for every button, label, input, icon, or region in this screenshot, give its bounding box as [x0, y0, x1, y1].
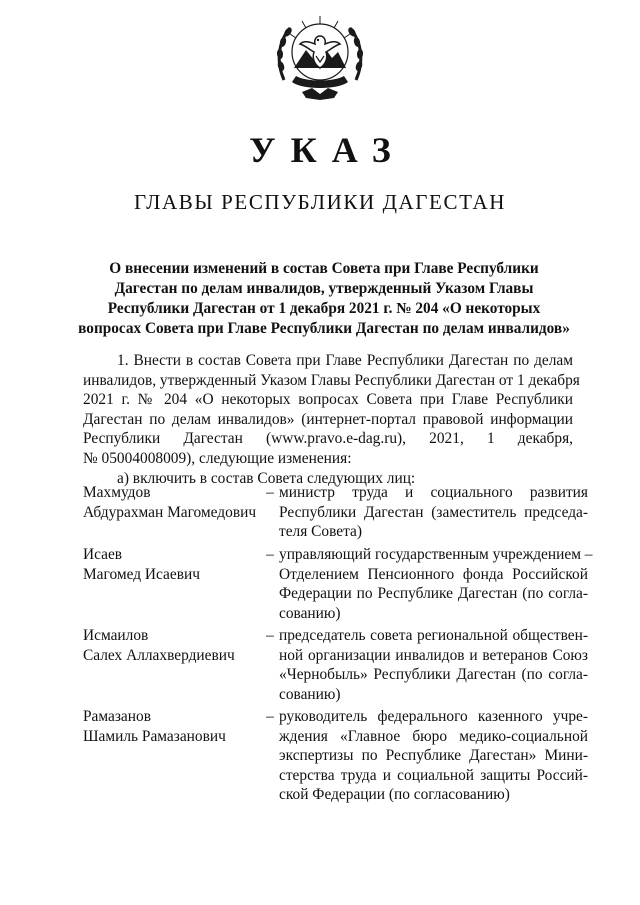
member-given-names: Магомед Исаевич [83, 565, 200, 583]
member-given-names: Абдурахман Магомедович [83, 503, 257, 521]
member-dash: – [266, 546, 274, 563]
member-surname: Рамазанов [83, 708, 151, 725]
position-line: ной организации инвалидов и ветеранов Союз [279, 646, 588, 664]
member-position [279, 545, 593, 623]
document-subtitle: ГЛАВЫ РЕСПУБЛИКИ ДАГЕСТАН [133, 190, 507, 214]
paragraph-line: 1. Внести в состав Совета при Главе Республики Дагестан по делам [117, 352, 573, 369]
heading-line: Дагестан по делам инвалидов, утвержденный Указом Главы [114, 280, 534, 297]
member-position [279, 483, 588, 542]
position-line: Федерации по Республике Дагестан (по согла- [279, 585, 588, 603]
member-position [279, 707, 588, 805]
paragraph-line: Дагестан по делам инвалидов» (интернет-портал правовой информации [83, 410, 573, 428]
position-line: теля Совета) [279, 523, 363, 541]
member-surname: Исаев [83, 546, 123, 563]
member-given-names: Салех Аллахвердиевич [83, 646, 235, 664]
member-dash: – [266, 627, 274, 644]
member-position [279, 626, 588, 704]
subitem-a: а) включить в состав Совета следующих лиц: [117, 469, 416, 487]
member-dash: – [266, 484, 274, 501]
paragraph-line: 2021 г. № 204 «О некоторых вопросах Совета при Главе Республики [83, 391, 573, 409]
heading-line: вопросах Совета при Главе Республики Дагестан по делам инвалидов» [78, 320, 570, 337]
paragraph-line: инвалидов, утвержденный Указом Главы Республики Дагестан от 1 декабря [83, 371, 580, 389]
member-surname: Махмудов [83, 484, 151, 501]
member-dash: – [266, 708, 274, 725]
position-line: экспертизы по Республике Дагестан» Мини- [279, 747, 588, 765]
member-name [83, 707, 263, 746]
position-line: ждения «Главное бюро медико-социальной [279, 727, 588, 745]
position-line: Отделением Пенсионного фонда Российской [279, 565, 588, 583]
document-title: УКАЗ [249, 130, 406, 170]
position-line: ской Федерации (по согласованию) [279, 786, 510, 804]
position-line: руководитель федерального казенного учре- [279, 708, 588, 725]
heading-line: Республики Дагестан от 1 декабря 2021 г. № 204 «О некоторых [107, 300, 541, 317]
position-line: сованию) [279, 685, 341, 703]
position-line: Республики Дагестан (заместитель председа- [279, 503, 588, 521]
position-line: стерства труда и социальной защиты Россий- [279, 766, 588, 784]
decree-subject-heading [74, 259, 574, 339]
member-name [83, 483, 263, 522]
coat-of-arms-icon [272, 10, 368, 104]
paragraph-line: Республики Дагестан (www.pravo.e-dag.ru), 2021, 1 декабря, [83, 430, 573, 448]
position-line: министр труда и социального развития [279, 484, 588, 501]
decree-paragraph-1 [83, 351, 580, 488]
position-line: управляющий государственным учреждением – [279, 546, 593, 563]
heading-line: О внесении изменений в состав Совета при Главе Республики [109, 260, 539, 277]
member-given-names: Шамиль Рамазанович [83, 727, 226, 745]
member-surname: Исмаилов [83, 627, 149, 644]
position-line: председатель совета региональной обществен- [279, 627, 588, 644]
member-name [83, 545, 263, 584]
paragraph-line: № 05004008009), следующие изменения: [83, 449, 352, 467]
position-line: сованию) [279, 604, 341, 622]
position-line: «Чернобыль» Республики Дагестан (по согла- [279, 666, 588, 684]
member-name [83, 626, 263, 665]
